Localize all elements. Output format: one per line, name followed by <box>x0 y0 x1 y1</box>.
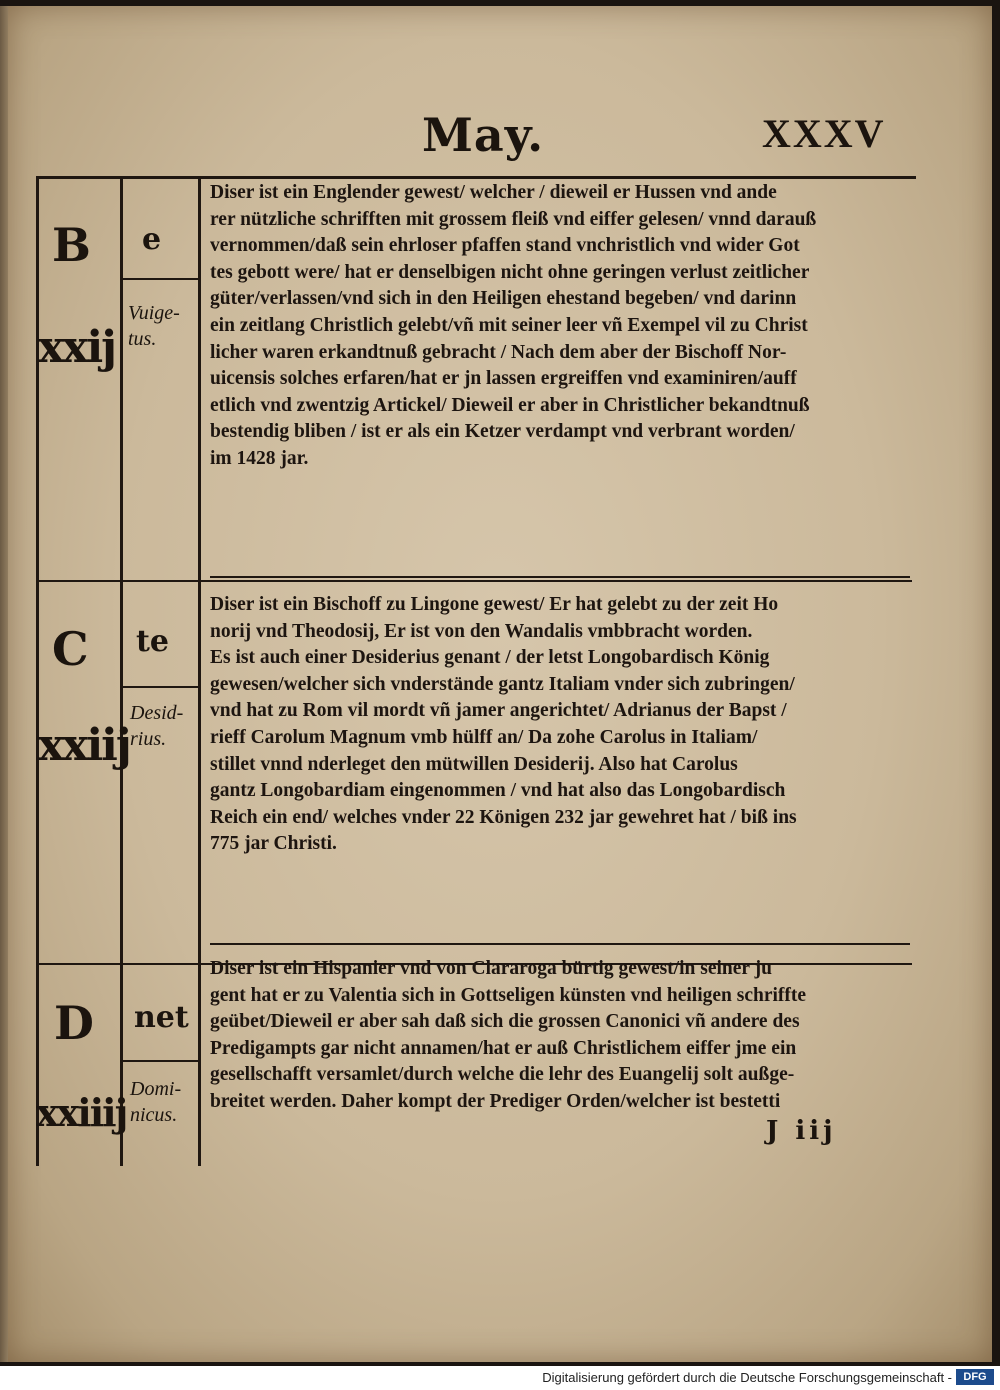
text-line: ein zeitlang Christlich gelebt/vñ mit seiner leer vñ Exempel vil zu Christ <box>210 314 808 336</box>
text-line: geübet/Dieweil er aber sah daß sich die grossen Canonici vñ andere des <box>210 1011 800 1033</box>
dominical-letter: B <box>52 218 91 272</box>
text-line: Reich ein end/ welches vnder 22 Königen 232 jar gewehret hat / biß ins <box>210 806 797 828</box>
calendar-syllable: te <box>136 624 169 659</box>
text-line: im 1428 jar. <box>210 447 309 469</box>
syllable-rule-3 <box>120 1060 198 1062</box>
text-line: güter/verlassen/vnd sich in den Heiligen ehestand begeben/ vnd darinn <box>210 288 797 310</box>
entry-text <box>210 180 915 473</box>
saint-name: Domi- nicus. <box>130 1078 182 1126</box>
text-line: bestendig bliben / ist er als ein Ketzer verdampt vnd verbrant worden/ <box>210 421 795 443</box>
syllable-rule-1 <box>120 278 198 280</box>
text-line: uicensis solches erfaren/hat er jn lassen ergreiffen vnd examiniren/auff <box>210 368 797 390</box>
text-line: Es ist auch einer Desiderius genant / der letst Longobardisch König <box>210 647 770 669</box>
text-line: 775 jar Christi. <box>210 833 337 855</box>
day-number: xxiij <box>38 720 130 771</box>
dominical-letter: D <box>54 996 94 1050</box>
text-line: gewesen/welcher sich vnderstände gantz Italiam vnder sich zubringen/ <box>210 673 795 695</box>
page-header-month: May. <box>422 108 545 162</box>
text-line: Diser ist ein Bischoff zu Lingone gewest/ Er hat gelebt zu der zeit Ho <box>210 594 779 615</box>
text-line: etlich vnd zwentzig Artickel/ Dieweil er aber in Christlicher bekandtnuß <box>210 394 810 416</box>
column-rule-2 <box>120 176 123 1166</box>
text-line: Diser ist ein Hispanier vnd von Clararoga bürtig gewest/in seiner ju <box>210 958 772 979</box>
text-line: norij vnd Theodosij, Er ist von den Wandalis vmbbracht worden. <box>210 620 753 642</box>
text-line: Diser ist ein Englender gewest/ welcher / dieweil er Hussen vnd ande <box>210 182 777 203</box>
page-header-folio: XXXV <box>762 111 886 156</box>
text-line: rer nützliche schrifften mit grossem fleiß vnd eiffer gelesen/ vnnd darauß <box>210 208 817 230</box>
text-line: breitet werden. Daher kompt der Prediger Orden/welcher ist bestetti <box>210 1090 781 1112</box>
text-line: Predigampts gar nicht annamen/hat er auß Christlichem eiffer jme ein <box>210 1037 797 1059</box>
text-line: vernommen/daß sein ehrloser pfaffen stand vnchristlich vnd wider Got <box>210 235 800 257</box>
footer-credit: Digitalisierung gefördert durch die Deutsche Forschungsgemeinschaft - <box>542 1370 952 1385</box>
entry-rule-1 <box>36 580 912 582</box>
entry-text <box>210 592 915 858</box>
text-line: gesellschafft versamlet/durch welche die lehr des Euangelij solt außge- <box>210 1064 795 1086</box>
calendar-syllable: net <box>134 1000 189 1035</box>
day-number: xxiiij <box>36 1090 127 1135</box>
catchword: J iij <box>766 1116 837 1146</box>
dfg-logo: DFG <box>956 1369 994 1385</box>
dominical-letter: C <box>52 622 89 676</box>
text-line: tes gebott were/ hat er denselbigen nicht ohne geringen verlust zeitlicher <box>210 261 810 283</box>
text-line: gantz Longobardiam eingenommen / vnd hat also das Longobardisch <box>210 780 786 802</box>
day-number: xxij <box>38 322 116 373</box>
text-line: vnd hat zu Rom vil mordt vñ jamer angerichtet/ Adrianus der Bapst / <box>210 700 787 722</box>
text-line: stillet vnnd nderleget den mütwillen Desiderij. Also hat Carolus <box>210 753 738 775</box>
text-line: licher waren erkandtnuß gebracht / Nach dem aber der Bischoff Nor- <box>210 341 787 363</box>
saint-name: Desid- rius. <box>130 702 184 750</box>
entry-rule-2b <box>210 943 910 945</box>
text-line: rieff Carolum Magnum vmb hülff an/ Da zohe Carolus in Italiam/ <box>210 726 758 748</box>
saint-name: Vuige- tus. <box>128 302 180 350</box>
entry-text <box>210 956 915 1116</box>
syllable-rule-2 <box>120 686 198 688</box>
text-line: gent hat er zu Valentia sich in Gottseligen künsten vnd heiligen schriffte <box>210 984 807 1006</box>
calendar-syllable: e <box>142 222 162 257</box>
header-rule <box>36 176 916 179</box>
entry-rule-1b <box>210 576 910 578</box>
